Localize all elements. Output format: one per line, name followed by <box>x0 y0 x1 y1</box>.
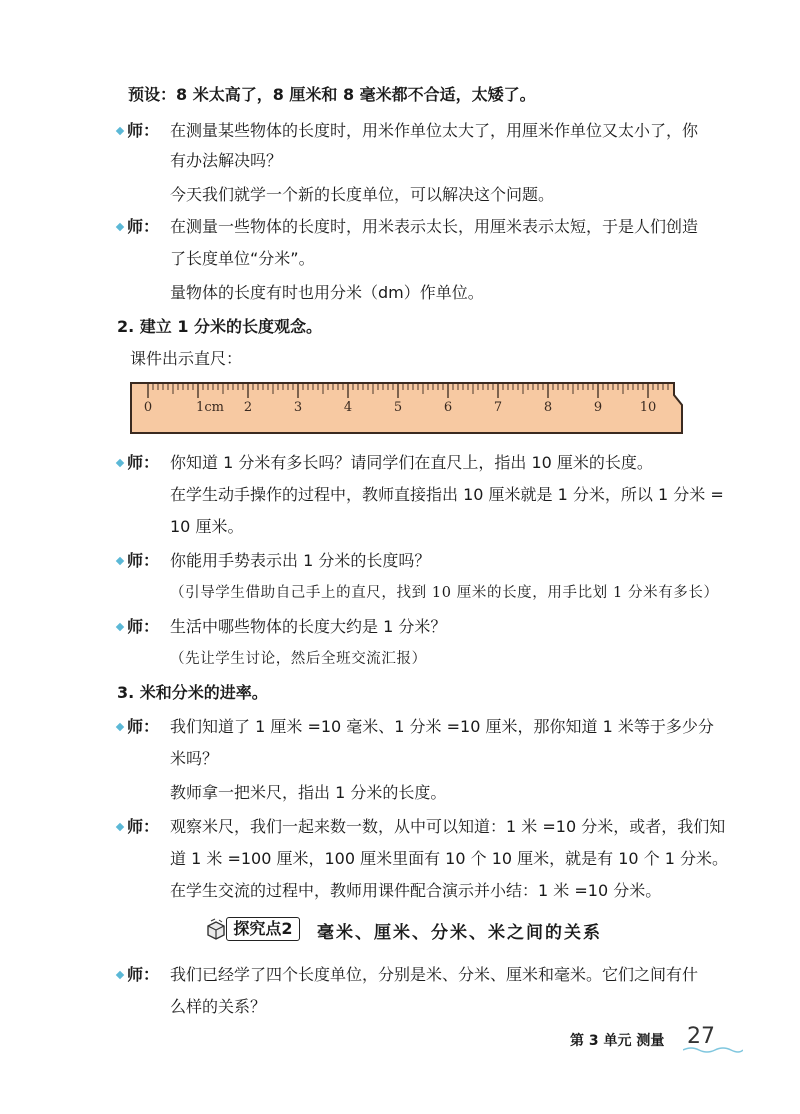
text-line: 你知道 1 分米有多长吗？请同学们在直尺上，指出 10 厘米的长度。 <box>170 453 653 472</box>
speaker-label: 师： <box>127 965 160 984</box>
section-heading: 2. 建立 1 分米的长度观念。 <box>117 317 323 336</box>
bullet-icon <box>116 127 124 135</box>
bullet-icon <box>116 223 124 231</box>
ruler-label: 10 <box>639 400 657 415</box>
ruler-illustration <box>129 381 684 435</box>
speaker-label: 师： <box>127 717 160 736</box>
text-line: 在测量某些物体的长度时，用米作单位太大了，用厘米作单位又太小了，你 <box>170 121 699 140</box>
text-line: 了长度单位“分米”。 <box>170 249 315 268</box>
preset-line: 预设：8 米太高了，8 厘米和 8 毫米都不合适，太矮了。 <box>128 85 536 104</box>
ruler-label: 7 <box>493 400 503 415</box>
bullet-icon <box>116 557 124 565</box>
section-title: 毫米、厘米、分米、米之间的关系 <box>317 923 602 943</box>
ruler-label: 4 <box>343 400 353 415</box>
text-line: 我们已经学了四个长度单位，分别是米、分米、厘米和毫米。它们之间有什 <box>170 965 699 984</box>
section-heading: 3. 米和分米的进率。 <box>117 683 268 702</box>
page-number: 27 <box>687 1024 715 1049</box>
ruler-label: 5 <box>393 400 403 415</box>
ruler-label: 3 <box>293 400 303 415</box>
text-line: 观察米尺，我们一起来数一数，从中可以知道：1 米 =10 分米，或者，我们知 <box>170 817 726 836</box>
text-line: 米吗？ <box>170 749 219 768</box>
speaker-label: 师： <box>127 217 160 236</box>
wave-decoration-icon <box>683 1046 743 1054</box>
bullet-icon <box>116 623 124 631</box>
box-icon <box>205 918 227 940</box>
ruler-label: 0 <box>143 400 153 415</box>
speaker-label: 师： <box>127 617 160 636</box>
text-line: 课件出示直尺： <box>130 349 243 368</box>
text-line: 生活中哪些物体的长度大约是 1 分米？ <box>170 617 447 636</box>
speaker-label: 师： <box>127 453 160 472</box>
ruler-label: 9 <box>593 400 603 415</box>
bullet-icon <box>116 971 124 979</box>
bullet-icon <box>116 459 124 467</box>
text-line: 10 厘米。 <box>170 517 244 536</box>
section-tag: 探究点2 <box>226 917 300 941</box>
text-line: 教师拿一把米尺，指出 1 分米的长度。 <box>170 783 447 802</box>
speaker-label: 师： <box>127 817 160 836</box>
text-line: 量物体的长度有时也用分米（dm）作单位。 <box>170 283 484 302</box>
text-line: 在学生交流的过程中，教师用课件配合演示并小结：1 米 =10 分米。 <box>170 881 662 900</box>
speaker-label: 师： <box>127 551 160 570</box>
text-line: 么样的关系？ <box>170 997 267 1016</box>
bullet-icon <box>116 723 124 731</box>
ruler-label: 6 <box>443 400 453 415</box>
text-line: 有办法解决吗？ <box>170 151 283 170</box>
speaker-label: 师： <box>127 121 160 140</box>
note-line: （引导学生借助自己手上的直尺，找到 10 厘米的长度，用手比划 1 分米有多长） <box>170 585 719 601</box>
bullet-icon <box>116 823 124 831</box>
ruler-label: 1cm <box>196 400 224 415</box>
text-line: 你能用手势表示出 1 分米的长度吗？ <box>170 551 431 570</box>
text-line: 今天我们就学一个新的长度单位，可以解决这个问题。 <box>170 185 555 204</box>
text-line: 在测量一些物体的长度时，用米表示太长，用厘米表示太短，于是人们创造 <box>170 217 699 236</box>
footer-unit-label: 第 3 单元 测量 <box>570 1033 665 1049</box>
ruler-label: 2 <box>243 400 253 415</box>
text-line: 在学生动手操作的过程中，教师直接指出 10 厘米就是 1 分米，所以 1 分米 = <box>170 485 724 504</box>
note-line: （先让学生讨论，然后全班交流汇报） <box>170 651 427 667</box>
text-line: 我们知道了 1 厘米 =10 毫米、1 分米 =10 厘米，那你知道 1 米等于多少分 <box>170 717 714 736</box>
ruler-label: 8 <box>543 400 553 415</box>
text-line: 道 1 米 =100 厘米，100 厘米里面有 10 个 10 厘米，就是有 10 个 1 分米。 <box>170 849 729 868</box>
